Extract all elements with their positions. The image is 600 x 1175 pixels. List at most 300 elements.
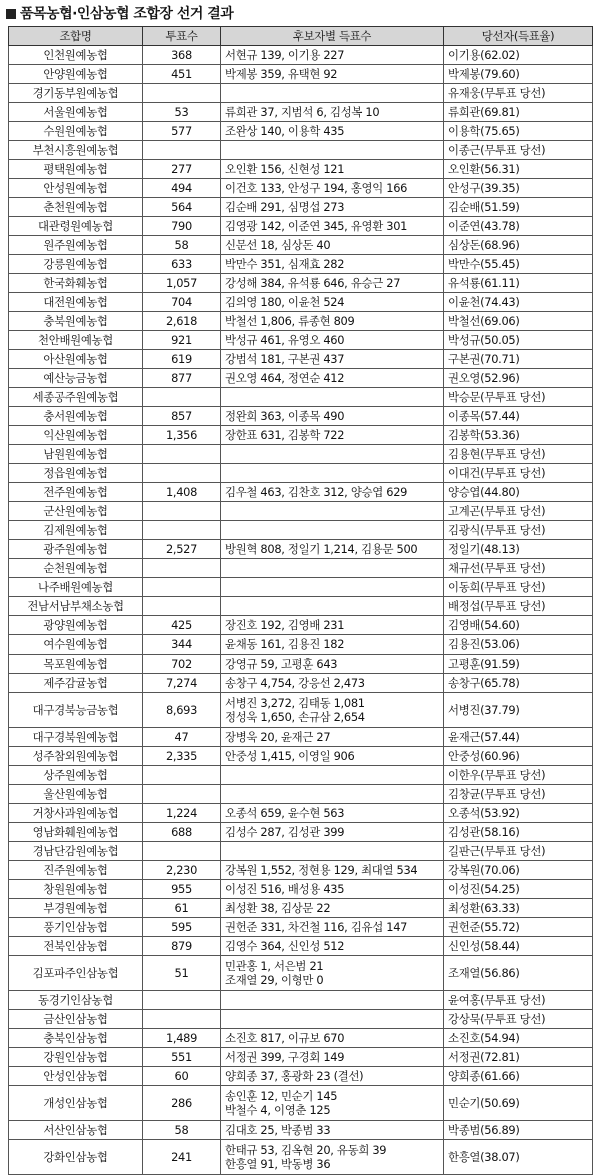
candidate-votes-cell (221, 917, 444, 936)
vote-count-cell: 921 (143, 331, 221, 350)
union-name-cell: 거창사과원예농협 (9, 803, 143, 822)
page-title (6, 3, 233, 25)
vote-count-cell: 1,057 (143, 274, 221, 293)
candidate-votes-cell (221, 160, 444, 179)
candidate-votes-cell (221, 103, 444, 122)
union-name-cell: 인천원예농협 (9, 46, 143, 65)
union-name-cell: 안성원예농협 (9, 179, 143, 198)
table-row (9, 673, 593, 692)
candidate-votes-cell (221, 1009, 444, 1028)
candidate-votes-cell (221, 936, 444, 955)
winner-cell: 김창균(무투표 당선) (444, 784, 593, 803)
winner-cell: 서병진(37.79) (444, 692, 593, 727)
candidate-votes-line: 권오영 464, 정연순 412 (225, 371, 345, 386)
winner-cell: 구본권(70.71) (444, 350, 593, 369)
winner-cell: 김성관(58.16) (444, 822, 593, 841)
candidate-votes-line: 정성욱 1,650, 손규삼 2,654 (225, 709, 365, 724)
table-row (9, 990, 593, 1009)
union-name-cell: 김포파주인삼농협 (9, 955, 143, 990)
union-name-cell: 창원원예농협 (9, 879, 143, 898)
candidate-votes-line: 오종석 659, 윤수현 563 (225, 805, 345, 820)
union-name-cell: 강원인삼농협 (9, 1047, 143, 1066)
union-name-cell: 대구경북원예농협 (9, 727, 143, 746)
candidate-votes-cell (221, 84, 444, 103)
table-row (9, 445, 593, 464)
table-row (9, 350, 593, 369)
candidate-votes-cell (221, 141, 444, 160)
vote-count-cell: 790 (143, 217, 221, 236)
winner-cell: 이용학(75.65) (444, 122, 593, 141)
vote-count-cell (143, 502, 221, 521)
table-row (9, 160, 593, 179)
vote-count-cell: 2,527 (143, 540, 221, 559)
candidate-votes-line: 박제봉 359, 유택현 92 (225, 67, 338, 82)
candidate-votes-cell (221, 426, 444, 445)
candidate-votes-cell (221, 616, 444, 635)
vote-count-cell: 1,224 (143, 803, 221, 822)
candidate-votes-cell (221, 445, 444, 464)
candidate-votes-cell (221, 502, 444, 521)
table-row (9, 65, 593, 84)
table-row (9, 84, 593, 103)
union-name-cell: 평택원예농협 (9, 160, 143, 179)
candidate-votes-line: 정완희 363, 이종목 490 (225, 409, 345, 424)
candidate-votes-line: 송창구 4,754, 강응선 2,473 (225, 675, 365, 690)
candidate-votes-cell (221, 822, 444, 841)
table-row (9, 879, 593, 898)
vote-count-cell: 7,274 (143, 673, 221, 692)
winner-cell: 이대건(무투표 당선) (444, 464, 593, 483)
winner-cell: 안중성(60.96) (444, 746, 593, 765)
union-name-cell: 예산능금농협 (9, 369, 143, 388)
candidate-votes-cell (221, 1120, 444, 1139)
winner-cell: 박성규(50.05) (444, 331, 593, 350)
table-row (9, 540, 593, 559)
header-vote-count: 투표수 (143, 27, 221, 46)
vote-count-cell: 58 (143, 1120, 221, 1139)
union-name-cell: 금산인삼농협 (9, 1009, 143, 1028)
candidate-votes-line: 김영수 364, 신인성 512 (225, 938, 345, 953)
candidate-votes-cell (221, 331, 444, 350)
candidate-votes-cell (221, 1047, 444, 1066)
union-name-cell: 진주원예농협 (9, 860, 143, 879)
candidate-votes-cell (221, 746, 444, 765)
union-name-cell: 대구경북능금농협 (9, 692, 143, 727)
winner-cell: 박제봉(79.60) (444, 65, 593, 84)
union-name-cell: 서산인삼농협 (9, 1120, 143, 1139)
vote-count-cell: 2,335 (143, 746, 221, 765)
union-name-cell: 강화인삼농협 (9, 1139, 143, 1174)
candidate-votes-cell (221, 274, 444, 293)
vote-count-cell: 51 (143, 955, 221, 990)
candidate-votes-cell (221, 312, 444, 331)
table-row (9, 1066, 593, 1085)
candidate-votes-cell (221, 1085, 444, 1120)
vote-count-cell: 451 (143, 65, 221, 84)
winner-cell: 민순기(50.69) (444, 1085, 593, 1120)
vote-count-cell: 241 (143, 1139, 221, 1174)
winner-cell: 최성환(63.33) (444, 898, 593, 917)
candidate-votes-cell (221, 727, 444, 746)
candidate-votes-line: 송인훈 12, 민순기 145 (225, 1088, 338, 1103)
union-name-cell: 강릉원예농협 (9, 255, 143, 274)
candidate-votes-cell (221, 369, 444, 388)
vote-count-cell (143, 841, 221, 860)
winner-cell: 신인성(58.44) (444, 936, 593, 955)
winner-cell: 유재웅(무투표 당선) (444, 84, 593, 103)
vote-count-cell: 8,693 (143, 692, 221, 727)
candidate-votes-line: 서현규 139, 이기용 227 (225, 48, 345, 62)
winner-cell: 정일기(48.13) (444, 540, 593, 559)
candidate-votes-line: 강복원 1,552, 정현용 129, 최대열 534 (225, 862, 418, 877)
candidate-votes-line: 김우철 463, 김찬호 312, 양승엽 629 (225, 485, 408, 500)
winner-cell: 권오영(52.96) (444, 369, 593, 388)
candidate-votes-line: 김대호 25, 박종범 33 (225, 1122, 331, 1137)
candidate-votes-cell (221, 350, 444, 369)
vote-count-cell: 551 (143, 1047, 221, 1066)
winner-cell: 서정권(72.81) (444, 1047, 593, 1066)
winner-cell: 김광식(무투표 당선) (444, 521, 593, 540)
page-title-text: 품목농협·인삼농협 조합장 선거 결과 (20, 6, 234, 22)
winner-cell: 박만수(55.45) (444, 255, 593, 274)
union-name-cell: 춘천원예농협 (9, 198, 143, 217)
union-name-cell: 개성인삼농협 (9, 1085, 143, 1120)
table-row (9, 898, 593, 917)
candidate-votes-line: 김순배 291, 심명섭 273 (225, 200, 345, 215)
union-name-cell: 성주참외원예농협 (9, 746, 143, 765)
candidate-votes-cell (221, 407, 444, 426)
candidate-votes-line: 박성규 461, 유영오 460 (225, 333, 345, 348)
union-name-cell: 대전원예농협 (9, 293, 143, 312)
candidate-votes-line: 조완상 140, 이용학 435 (225, 124, 345, 139)
table-row (9, 331, 593, 350)
winner-cell: 고계곤(무투표 당선) (444, 502, 593, 521)
winner-cell: 이윤천(74.43) (444, 293, 593, 312)
winner-cell: 고평훈(91.59) (444, 654, 593, 673)
vote-count-cell: 47 (143, 727, 221, 746)
candidate-votes-cell (221, 654, 444, 673)
candidate-votes-cell (221, 483, 444, 502)
winner-cell: 박승문(무투표 당선) (444, 388, 593, 407)
table-row (9, 369, 593, 388)
winner-cell: 김순배(51.59) (444, 198, 593, 217)
candidate-votes-line: 안중성 1,415, 이영일 906 (225, 748, 355, 763)
winner-cell: 권헌준(55.72) (444, 917, 593, 936)
winner-cell: 김용진(53.06) (444, 635, 593, 654)
union-name-cell: 여수원예농협 (9, 635, 143, 654)
table-row (9, 1047, 593, 1066)
winner-cell: 오종석(53.92) (444, 803, 593, 822)
union-name-cell: 광양원예농협 (9, 616, 143, 635)
union-name-cell: 안성인삼농협 (9, 1066, 143, 1085)
winner-cell: 소진호(54.94) (444, 1028, 593, 1047)
table-row (9, 141, 593, 160)
candidate-votes-line: 오인환 156, 신현성 121 (225, 162, 345, 177)
union-name-cell: 나주배원예농협 (9, 578, 143, 597)
table-row (9, 521, 593, 540)
union-name-cell: 순천원예농협 (9, 559, 143, 578)
winner-cell: 이동희(무투표 당선) (444, 578, 593, 597)
table-row (9, 1009, 593, 1028)
table-row (9, 616, 593, 635)
vote-count-cell: 60 (143, 1066, 221, 1085)
table-row (9, 860, 593, 879)
table-header-row (9, 27, 593, 46)
candidate-votes-cell (221, 765, 444, 784)
table-row (9, 293, 593, 312)
candidate-votes-cell (221, 879, 444, 898)
winner-cell: 이종근(무투표 당선) (444, 141, 593, 160)
table-row (9, 559, 593, 578)
union-name-cell: 남원원예농협 (9, 445, 143, 464)
union-name-cell: 천안배원예농협 (9, 331, 143, 350)
candidate-votes-line: 민관홍 1, 서은범 21 (225, 958, 324, 973)
winner-cell: 오인환(56.31) (444, 160, 593, 179)
vote-count-cell: 702 (143, 654, 221, 673)
winner-cell: 윤여홍(무투표 당선) (444, 990, 593, 1009)
candidate-votes-line: 방원혁 808, 정일기 1,214, 김용문 500 (225, 542, 418, 557)
candidate-votes-cell (221, 46, 444, 65)
candidate-votes-cell (221, 388, 444, 407)
union-name-cell: 한국화훼농협 (9, 274, 143, 293)
table-row (9, 388, 593, 407)
table-row (9, 483, 593, 502)
candidate-votes-line: 조재열 29, 이형만 0 (225, 972, 324, 987)
winner-cell: 강복원(70.06) (444, 860, 593, 879)
winner-cell: 이기용(62.02) (444, 46, 593, 65)
table-row (9, 597, 593, 616)
candidate-votes-cell (221, 1066, 444, 1085)
table-row (9, 236, 593, 255)
vote-count-cell (143, 388, 221, 407)
winner-cell: 김용현(무투표 당선) (444, 445, 593, 464)
vote-count-cell (143, 559, 221, 578)
winner-cell: 이준연(43.78) (444, 217, 593, 236)
candidate-votes-cell (221, 803, 444, 822)
winner-cell: 김영배(54.60) (444, 616, 593, 635)
union-name-cell: 경기동부원예농협 (9, 84, 143, 103)
table-row (9, 103, 593, 122)
candidate-votes-cell (221, 955, 444, 990)
candidate-votes-cell (221, 198, 444, 217)
vote-count-cell: 1,356 (143, 426, 221, 445)
table-row (9, 198, 593, 217)
winner-cell: 조재열(56.86) (444, 955, 593, 990)
union-name-cell: 수원원예농협 (9, 122, 143, 141)
winner-cell: 양희종(61.66) (444, 1066, 593, 1085)
candidate-votes-line: 최성환 38, 김상문 22 (225, 900, 331, 915)
table-row (9, 692, 593, 727)
winner-cell: 김봉학(53.36) (444, 426, 593, 445)
union-name-cell: 상주원예농협 (9, 765, 143, 784)
table-row (9, 255, 593, 274)
union-name-cell: 충서원예농협 (9, 407, 143, 426)
vote-count-cell: 704 (143, 293, 221, 312)
vote-count-cell: 277 (143, 160, 221, 179)
winner-cell: 이종목(57.44) (444, 407, 593, 426)
candidate-votes-cell (221, 898, 444, 917)
table-row (9, 936, 593, 955)
table-row (9, 122, 593, 141)
union-name-cell: 안양원예농협 (9, 65, 143, 84)
winner-cell: 심상돈(68.96) (444, 236, 593, 255)
candidate-votes-cell (221, 860, 444, 879)
vote-count-cell (143, 597, 221, 616)
union-name-cell: 아산원예농협 (9, 350, 143, 369)
candidate-votes-line: 강영규 59, 고평훈 643 (225, 656, 338, 671)
union-name-cell: 전주원예농협 (9, 483, 143, 502)
candidate-votes-cell (221, 521, 444, 540)
union-name-cell: 충북인삼농협 (9, 1028, 143, 1047)
vote-count-cell: 955 (143, 879, 221, 898)
table-row (9, 312, 593, 331)
vote-count-cell: 61 (143, 898, 221, 917)
table-row (9, 1120, 593, 1139)
union-name-cell: 광주원예농협 (9, 540, 143, 559)
union-name-cell: 정읍원예농협 (9, 464, 143, 483)
winner-cell: 유석룡(61.11) (444, 274, 593, 293)
winner-cell: 윤재근(57.44) (444, 727, 593, 746)
candidate-votes-cell (221, 122, 444, 141)
candidate-votes-cell (221, 784, 444, 803)
union-name-cell: 울산원예농협 (9, 784, 143, 803)
vote-count-cell: 344 (143, 635, 221, 654)
winner-cell: 길판근(무투표 당선) (444, 841, 593, 860)
table-row (9, 426, 593, 445)
vote-count-cell (143, 765, 221, 784)
candidate-votes-line: 장진호 192, 김영배 231 (225, 618, 345, 633)
vote-count-cell: 425 (143, 616, 221, 635)
square-bullet-icon (6, 9, 16, 19)
vote-count-cell: 877 (143, 369, 221, 388)
union-name-cell: 익산원예농협 (9, 426, 143, 445)
vote-count-cell (143, 445, 221, 464)
candidate-votes-line: 장한표 631, 김봉학 722 (225, 428, 345, 443)
winner-cell: 양승엽(44.80) (444, 483, 593, 502)
table-row (9, 822, 593, 841)
candidate-votes-line: 신문선 18, 심상돈 40 (225, 238, 331, 253)
candidate-votes-cell (221, 990, 444, 1009)
vote-count-cell: 2,230 (143, 860, 221, 879)
candidate-votes-line: 서정권 399, 구경회 149 (225, 1049, 345, 1064)
vote-count-cell (143, 521, 221, 540)
table-row (9, 1139, 593, 1174)
winner-cell: 배정섭(무투표 당선) (444, 597, 593, 616)
vote-count-cell: 53 (143, 103, 221, 122)
candidate-votes-cell (221, 692, 444, 727)
candidate-votes-line: 서병진 3,272, 김태동 1,081 (225, 695, 365, 710)
vote-count-cell: 286 (143, 1085, 221, 1120)
vote-count-cell (143, 578, 221, 597)
table-row (9, 803, 593, 822)
vote-count-cell (143, 464, 221, 483)
winner-cell: 박철선(69.06) (444, 312, 593, 331)
candidate-votes-cell (221, 635, 444, 654)
winner-cell: 이성진(54.25) (444, 879, 593, 898)
union-name-cell: 전북인삼농협 (9, 936, 143, 955)
union-name-cell: 김제원예농협 (9, 521, 143, 540)
union-name-cell: 영남화훼원예농협 (9, 822, 143, 841)
candidate-votes-line: 한태규 53, 김옥현 20, 유동희 39 (225, 1142, 387, 1157)
union-name-cell: 대관령원예농협 (9, 217, 143, 236)
union-name-cell: 서울원예농협 (9, 103, 143, 122)
table-row (9, 765, 593, 784)
table-row (9, 654, 593, 673)
candidate-votes-cell (221, 841, 444, 860)
candidate-votes-line: 장병욱 20, 윤재근 27 (225, 729, 331, 744)
candidate-votes-line: 박만수 351, 심재효 282 (225, 257, 345, 272)
table-row (9, 464, 593, 483)
candidate-votes-line: 박철선 1,806, 류종현 809 (225, 314, 355, 329)
union-name-cell: 부천시흥원예농협 (9, 141, 143, 160)
header-winner: 당선자(득표율) (444, 27, 593, 46)
winner-cell: 송창구(65.78) (444, 673, 593, 692)
candidate-votes-line: 이성진 516, 배성용 435 (225, 881, 345, 896)
vote-count-cell (143, 784, 221, 803)
table-row (9, 727, 593, 746)
table-row (9, 841, 593, 860)
vote-count-cell: 595 (143, 917, 221, 936)
candidate-votes-line: 김의영 180, 이윤천 524 (225, 295, 345, 310)
vote-count-cell: 633 (143, 255, 221, 274)
candidate-votes-cell (221, 464, 444, 483)
candidate-votes-cell (221, 65, 444, 84)
candidate-votes-cell (221, 236, 444, 255)
union-name-cell: 전남서남부채소농협 (9, 597, 143, 616)
candidate-votes-cell (221, 217, 444, 236)
vote-count-cell: 688 (143, 822, 221, 841)
vote-count-cell: 577 (143, 122, 221, 141)
vote-count-cell: 1,489 (143, 1028, 221, 1047)
union-name-cell: 목포원예농협 (9, 654, 143, 673)
vote-count-cell: 564 (143, 198, 221, 217)
winner-cell: 박종범(56.89) (444, 1120, 593, 1139)
union-name-cell: 충북원예농협 (9, 312, 143, 331)
vote-count-cell: 368 (143, 46, 221, 65)
table-row (9, 578, 593, 597)
union-name-cell: 부경원예농협 (9, 898, 143, 917)
candidate-votes-cell (221, 255, 444, 274)
table-row (9, 746, 593, 765)
vote-count-cell: 879 (143, 936, 221, 955)
table-row (9, 179, 593, 198)
election-results-table (8, 26, 593, 1175)
union-name-cell: 원주원예농협 (9, 236, 143, 255)
table-row (9, 917, 593, 936)
table-body (9, 46, 593, 1175)
candidate-votes-cell (221, 559, 444, 578)
candidate-votes-line: 윤채동 161, 김용진 182 (225, 637, 345, 652)
candidate-votes-cell (221, 673, 444, 692)
candidate-votes-line: 김성수 287, 김성관 399 (225, 824, 345, 839)
candidate-votes-line: 박철수 4, 이영춘 125 (225, 1102, 331, 1117)
candidate-votes-cell (221, 578, 444, 597)
header-union-name: 조합명 (9, 27, 143, 46)
union-name-cell: 동경기인삼농협 (9, 990, 143, 1009)
table-row (9, 502, 593, 521)
candidate-votes-line: 강성해 384, 유석룡 646, 유승근 27 (225, 276, 401, 291)
header-candidate-votes: 후보자별 득표수 (221, 27, 444, 46)
candidate-votes-line: 소진호 817, 이규보 670 (225, 1030, 345, 1045)
vote-count-cell: 1,408 (143, 483, 221, 502)
winner-cell: 강상묵(무투표 당선) (444, 1009, 593, 1028)
union-name-cell: 제주감귤농협 (9, 673, 143, 692)
table-row (9, 635, 593, 654)
candidate-votes-line: 이건호 133, 안성구 194, 홍영익 166 (225, 181, 408, 196)
table-row (9, 217, 593, 236)
candidate-votes-cell (221, 1139, 444, 1174)
table-row (9, 274, 593, 293)
